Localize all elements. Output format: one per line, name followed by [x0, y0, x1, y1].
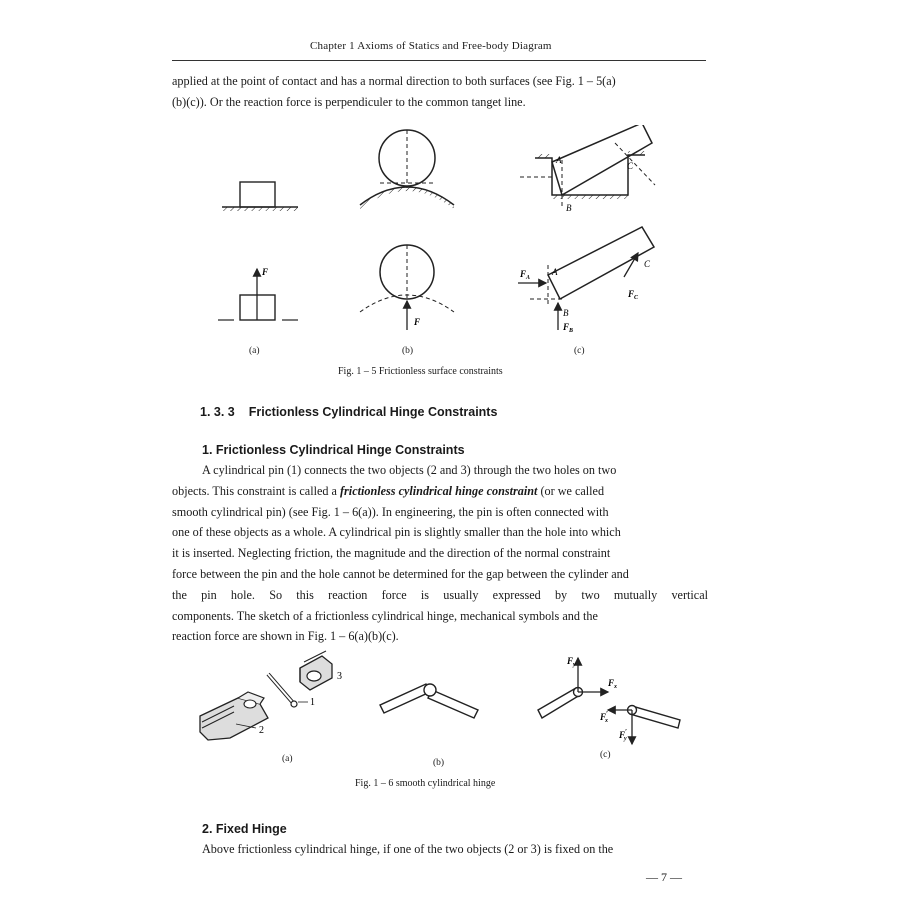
- force-Fx-sub: x: [614, 684, 618, 690]
- label-C-bottom: C: [644, 259, 651, 269]
- p1-line-2-tail: (or we called: [537, 483, 605, 498]
- fig-1-5-label-b: (b): [402, 346, 414, 356]
- fig-1-6-label-b: (b): [433, 758, 445, 768]
- intro-line-2: (b)(c)). Or the reaction force is perpendiculer to the common tanget line.: [172, 94, 526, 109]
- fig-1-5-label-a: (a): [249, 346, 260, 356]
- force-Fx-prime-label: [599, 710, 608, 724]
- force-FA-sub: A: [526, 275, 531, 281]
- fig-1-6-label-a: (a): [282, 754, 293, 764]
- label-C-top: C: [627, 161, 634, 171]
- force-FB-F: F: [563, 322, 570, 332]
- term-frictionless-hinge: frictionless cylindrical hinge constraint: [340, 483, 538, 498]
- p2-line-1: Above frictionless cylindrical hinge, if one of the two objects (2 or 3) is fixed on the: [202, 842, 614, 856]
- force-Fx-label: [607, 678, 617, 690]
- figure-1-6: [190, 648, 700, 758]
- p1-line-2-head: objects. This constraint is called a: [172, 483, 340, 498]
- p1-line-3: smooth cylindrical pin) (see Fig. 1 – 6(a)). In engineering, the pin is often connected with: [172, 504, 609, 519]
- force-F-b: F: [414, 317, 421, 327]
- fig-1-6-label-c: (c): [600, 750, 611, 760]
- subsection-1-paragraph: [172, 460, 708, 647]
- fig-1-5c-bar-in-groove: [520, 125, 655, 213]
- fig-1-5c-fbd: [518, 227, 654, 334]
- fig-1-6c-reaction-forces: [538, 656, 680, 744]
- p1-line-2: [172, 481, 708, 502]
- force-Fy-prime-sub: y: [623, 736, 627, 742]
- force-FC-label: [627, 289, 639, 301]
- label-B-bottom: B: [563, 308, 569, 318]
- force-Fx-prime-sub: x: [604, 718, 608, 724]
- figure-1-5: [210, 125, 680, 340]
- label-A-top: A: [556, 155, 562, 165]
- part-label-3: 3: [337, 671, 342, 682]
- p1-line-5: it is inserted. Neglecting friction, the magnitude and the direction of the normal constraint: [172, 546, 611, 561]
- page-number: — 7 —: [646, 870, 682, 884]
- fig-1-5a-fbd: [218, 267, 298, 320]
- intro-line-1: applied at the point of contact and has a normal direction to both surfaces (see Fig. 1 – 5(a): [172, 74, 616, 88]
- label-B-top: B: [566, 203, 572, 213]
- fig-1-5b-ball-on-curve: [360, 130, 454, 209]
- force-FA-label: [519, 269, 530, 281]
- force-FA-F: F: [520, 269, 527, 279]
- force-FB-sub: B: [569, 328, 574, 334]
- force-Fx-prime-F: F: [600, 712, 607, 722]
- fig-1-5b-fbd: [360, 245, 454, 330]
- subsection-2-paragraph: [202, 839, 613, 860]
- fig-1-6b-hinge-symbol: [380, 684, 478, 718]
- force-Fx-F: F: [608, 678, 615, 688]
- label-A-bottom: A: [552, 267, 558, 277]
- part-label-2: 2: [259, 725, 264, 736]
- object-2-fork: [200, 692, 268, 740]
- intro-paragraph: [172, 71, 616, 113]
- fig-1-5-caption: Fig. 1 – 5 Frictionless surface constraints: [338, 366, 503, 377]
- subsection-2-heading: 2. Fixed Hinge: [202, 822, 287, 836]
- p1-line-4: one of these objects as a whole. A cylindrical pin is slightly smaller than the hole into which: [172, 525, 621, 540]
- force-Fx-prime-mark: ′: [606, 710, 608, 718]
- figure-1-5-drawing: [210, 125, 680, 340]
- fig-1-6-caption: Fig. 1 – 6 smooth cylindrical hinge: [355, 778, 496, 789]
- force-Fy-prime-F: F: [619, 730, 626, 740]
- figure-1-6-drawing: [190, 648, 700, 758]
- p1-line-9: reaction force are shown in Fig. 1 – 6(a)(b)(c).: [172, 629, 399, 644]
- subsection-1-heading: 1. Frictionless Cylindrical Hinge Constraints: [202, 443, 465, 457]
- part-label-1: 1: [310, 697, 315, 708]
- object-3-clevis: [300, 651, 332, 690]
- fig-1-6a-hinge-sketch: [200, 651, 342, 740]
- force-F-a: F: [262, 267, 269, 277]
- p1-line-7: the pin hole. So this reaction force is usually expressed by two mutually vertical: [172, 587, 708, 602]
- force-Fy-F: F: [567, 656, 574, 666]
- force-Fy-prime-mark: ′: [625, 728, 627, 736]
- force-FC-sub: C: [634, 295, 639, 301]
- header-rule: [172, 60, 706, 61]
- running-header: Chapter 1 Axioms of Statics and Free-body Diagram: [310, 40, 552, 52]
- p1-line-1: A cylindrical pin (1) connects the two objects (2 and 3) through the two holes on two: [202, 463, 617, 477]
- p1-line-8: components. The sketch of a frictionless cylindrical hinge, mechanical symbols and the: [172, 608, 598, 623]
- p1-line-6: force between the pin and the hole cannot be determined for the gap between the cylinder and: [172, 566, 629, 581]
- fig-1-5a-block-on-floor: [222, 182, 298, 211]
- section-heading: [200, 405, 497, 419]
- force-FB-label: [562, 322, 573, 334]
- section-number: 1. 3. 3: [200, 405, 235, 419]
- force-Fy-sub: y: [573, 662, 576, 668]
- fig-1-5-label-c: (c): [574, 346, 585, 356]
- force-Fy-prime-label: [618, 728, 627, 742]
- force-Fy-label: [566, 656, 576, 668]
- force-FC-F: F: [628, 289, 635, 299]
- section-title: Frictionless Cylindrical Hinge Constraints: [248, 405, 498, 419]
